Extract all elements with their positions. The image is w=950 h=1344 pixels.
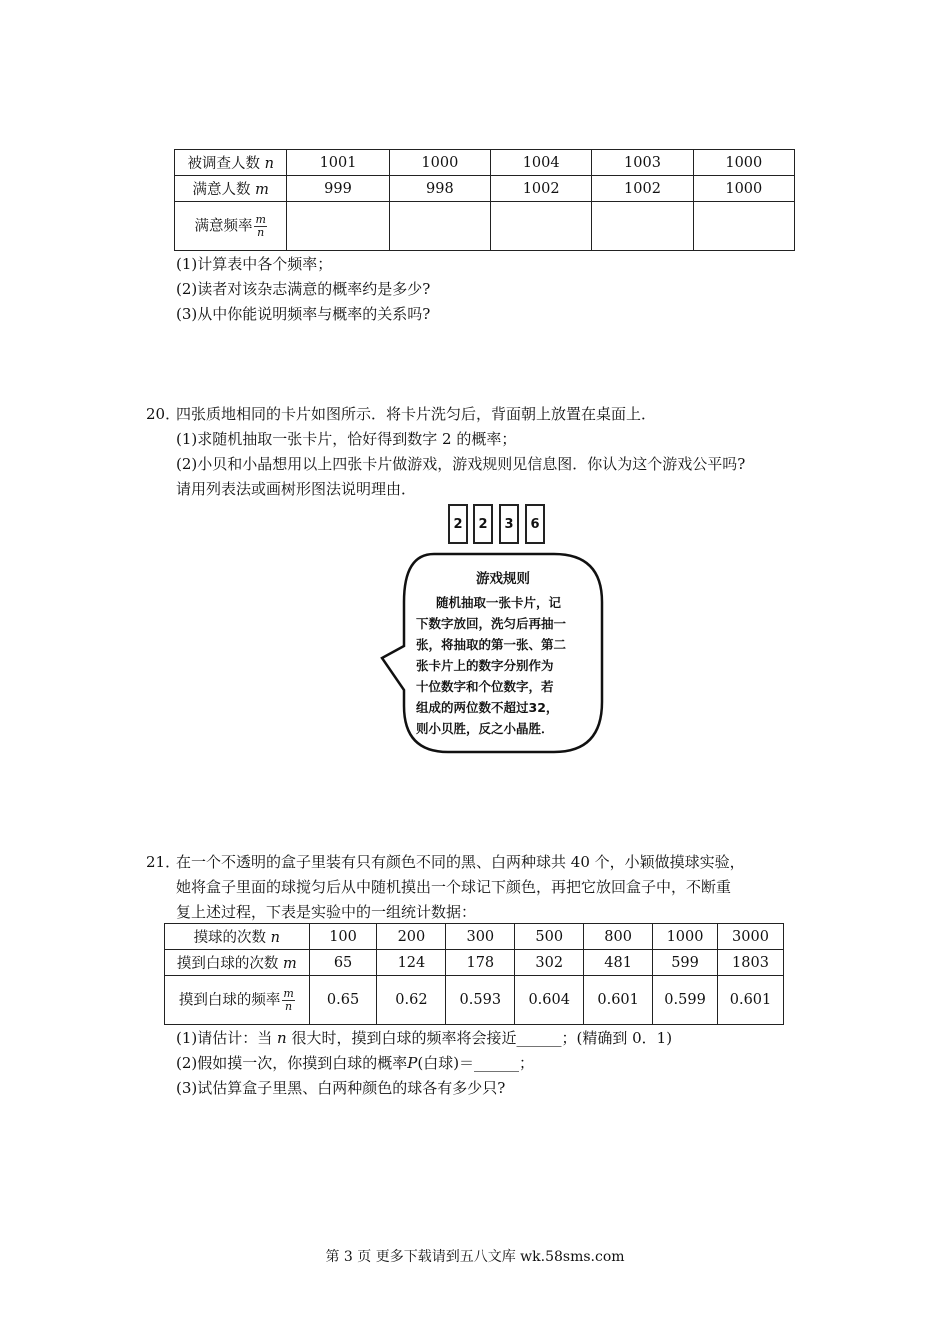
table-cell	[389, 202, 490, 251]
ball-experiment-table	[164, 923, 784, 1025]
q20-part1: (1)求随机抽取一张卡片，恰好得到数字 2 的概率；	[176, 430, 517, 448]
table-cell: 124	[377, 950, 446, 976]
table-cell: 302	[515, 950, 584, 976]
rules-line: 十位数字和个位数字，若	[416, 679, 554, 694]
card: 6	[525, 504, 545, 544]
table-cell: 300	[446, 924, 515, 950]
card: 3	[499, 504, 519, 544]
row-header: 摸到白球的次数 m	[165, 950, 310, 976]
table-cell: 1002	[592, 176, 693, 202]
row-header: 满意频率 $\frac{m}{n}$	[175, 202, 287, 251]
rules-line: 组成的两位数不超过32，	[416, 700, 559, 715]
row-header: 摸到白球的频率 $\frac{m}{n}$	[165, 976, 310, 1025]
table-cell: 1003	[592, 150, 693, 176]
q20-part2: (2)小贝和小晶想用以上四张卡片做游戏，游戏规则见信息图．你认为这个游戏公平吗?	[176, 455, 746, 473]
table-cell: 0.599	[653, 976, 718, 1025]
table-cell: 1004	[491, 150, 592, 176]
table-cell	[592, 202, 693, 251]
table-row	[175, 176, 795, 202]
table-cell: 0.62	[377, 976, 446, 1025]
q19-part3: (3)从中你能说明频率与概率的关系吗?	[176, 305, 431, 323]
q21-line2: 她将盒子里面的球搅匀后从中随机摸出一个球记下颜色，再把它放回盒子中，不断重	[176, 878, 732, 896]
table-cell: 500	[515, 924, 584, 950]
satisfaction-table	[174, 149, 795, 251]
table-cell: 1002	[491, 176, 592, 202]
rules-line: 张，将抽取的第一张、第二	[416, 637, 567, 652]
q20-part2b: 请用列表法或画树形图法说明理由．	[176, 480, 417, 498]
table-cell: 599	[653, 950, 718, 976]
q21-line1: 在一个不透明的盒子里装有只有颜色不同的黑、白两种球共 40 个，小颖做摸球实验，	[176, 853, 745, 871]
table-row	[175, 150, 795, 176]
q20-number: 20．	[146, 405, 181, 423]
table-cell: 0.601	[584, 976, 653, 1025]
table-cell: 481	[584, 950, 653, 976]
table-cell: 178	[446, 950, 515, 976]
table-row	[175, 202, 795, 251]
table-cell: 1000	[693, 150, 794, 176]
q19-part1: (1)计算表中各个频率；	[176, 255, 333, 273]
table-cell: 65	[309, 950, 377, 976]
page-footer: 第 3 页 更多下载请到五八文库 wk.58sms.com	[325, 1249, 625, 1265]
fraction: $\frac{m}{n}$	[255, 212, 266, 239]
card: 2	[473, 504, 493, 544]
table-cell: 1000	[389, 150, 490, 176]
table-cell: 999	[287, 176, 389, 202]
table-cell: 998	[389, 176, 490, 202]
row-header: 满意人数 m	[175, 176, 287, 202]
rules-title: 游戏规则	[476, 571, 530, 587]
q21-line3: 复上述过程，下表是实验中的一组统计数据：	[176, 903, 477, 921]
q21-part2: (2)假如摸一次，你摸到白球的概率P(白球)＝______；	[176, 1054, 535, 1072]
q19-part2: (2)读者对该杂志满意的概率约是多少?	[176, 280, 431, 298]
table-cell: 1000	[653, 924, 718, 950]
table-cell: 800	[584, 924, 653, 950]
table-cell: 200	[377, 924, 446, 950]
table-cell: 1000	[693, 176, 794, 202]
rules-line: 随机抽取一张卡片，记	[436, 595, 562, 610]
table-cell: 3000	[718, 924, 784, 950]
row-header: 被调查人数 n	[175, 150, 287, 176]
row-header: 摸球的次数 n	[165, 924, 310, 950]
table-cell: 0.65	[309, 976, 377, 1025]
table-row	[165, 976, 784, 1025]
rules-line: 张卡片上的数字分别作为	[416, 658, 554, 673]
table-cell: 1803	[718, 950, 784, 976]
card: 2	[448, 504, 468, 544]
rules-line: 则小贝胜，反之小晶胜．	[416, 721, 554, 736]
table-row	[165, 950, 784, 976]
table-cell	[491, 202, 592, 251]
table-cell: 0.601	[718, 976, 784, 1025]
table-cell: 1001	[287, 150, 389, 176]
fraction: $\frac{m}{n}$	[283, 986, 294, 1013]
q20-text: 四张质地相同的卡片如图所示．将卡片洗匀后，背面朝上放置在桌面上．	[176, 405, 657, 423]
q21-part3: (3)试估算盒子里黑、白两种颜色的球各有多少只?	[176, 1079, 506, 1097]
table-cell: 0.593	[446, 976, 515, 1025]
table-cell	[287, 202, 389, 251]
rules-line: 下数字放回，洗匀后再抽一	[416, 616, 567, 631]
table-cell	[693, 202, 794, 251]
table-row	[165, 924, 784, 950]
q21-part1: (1)请估计：当 n 很大时，摸到白球的频率将会接近______；(精确到 0．1)	[176, 1029, 673, 1047]
table-cell: 0.604	[515, 976, 584, 1025]
table-cell: 100	[309, 924, 377, 950]
q21-number: 21．	[146, 853, 181, 871]
